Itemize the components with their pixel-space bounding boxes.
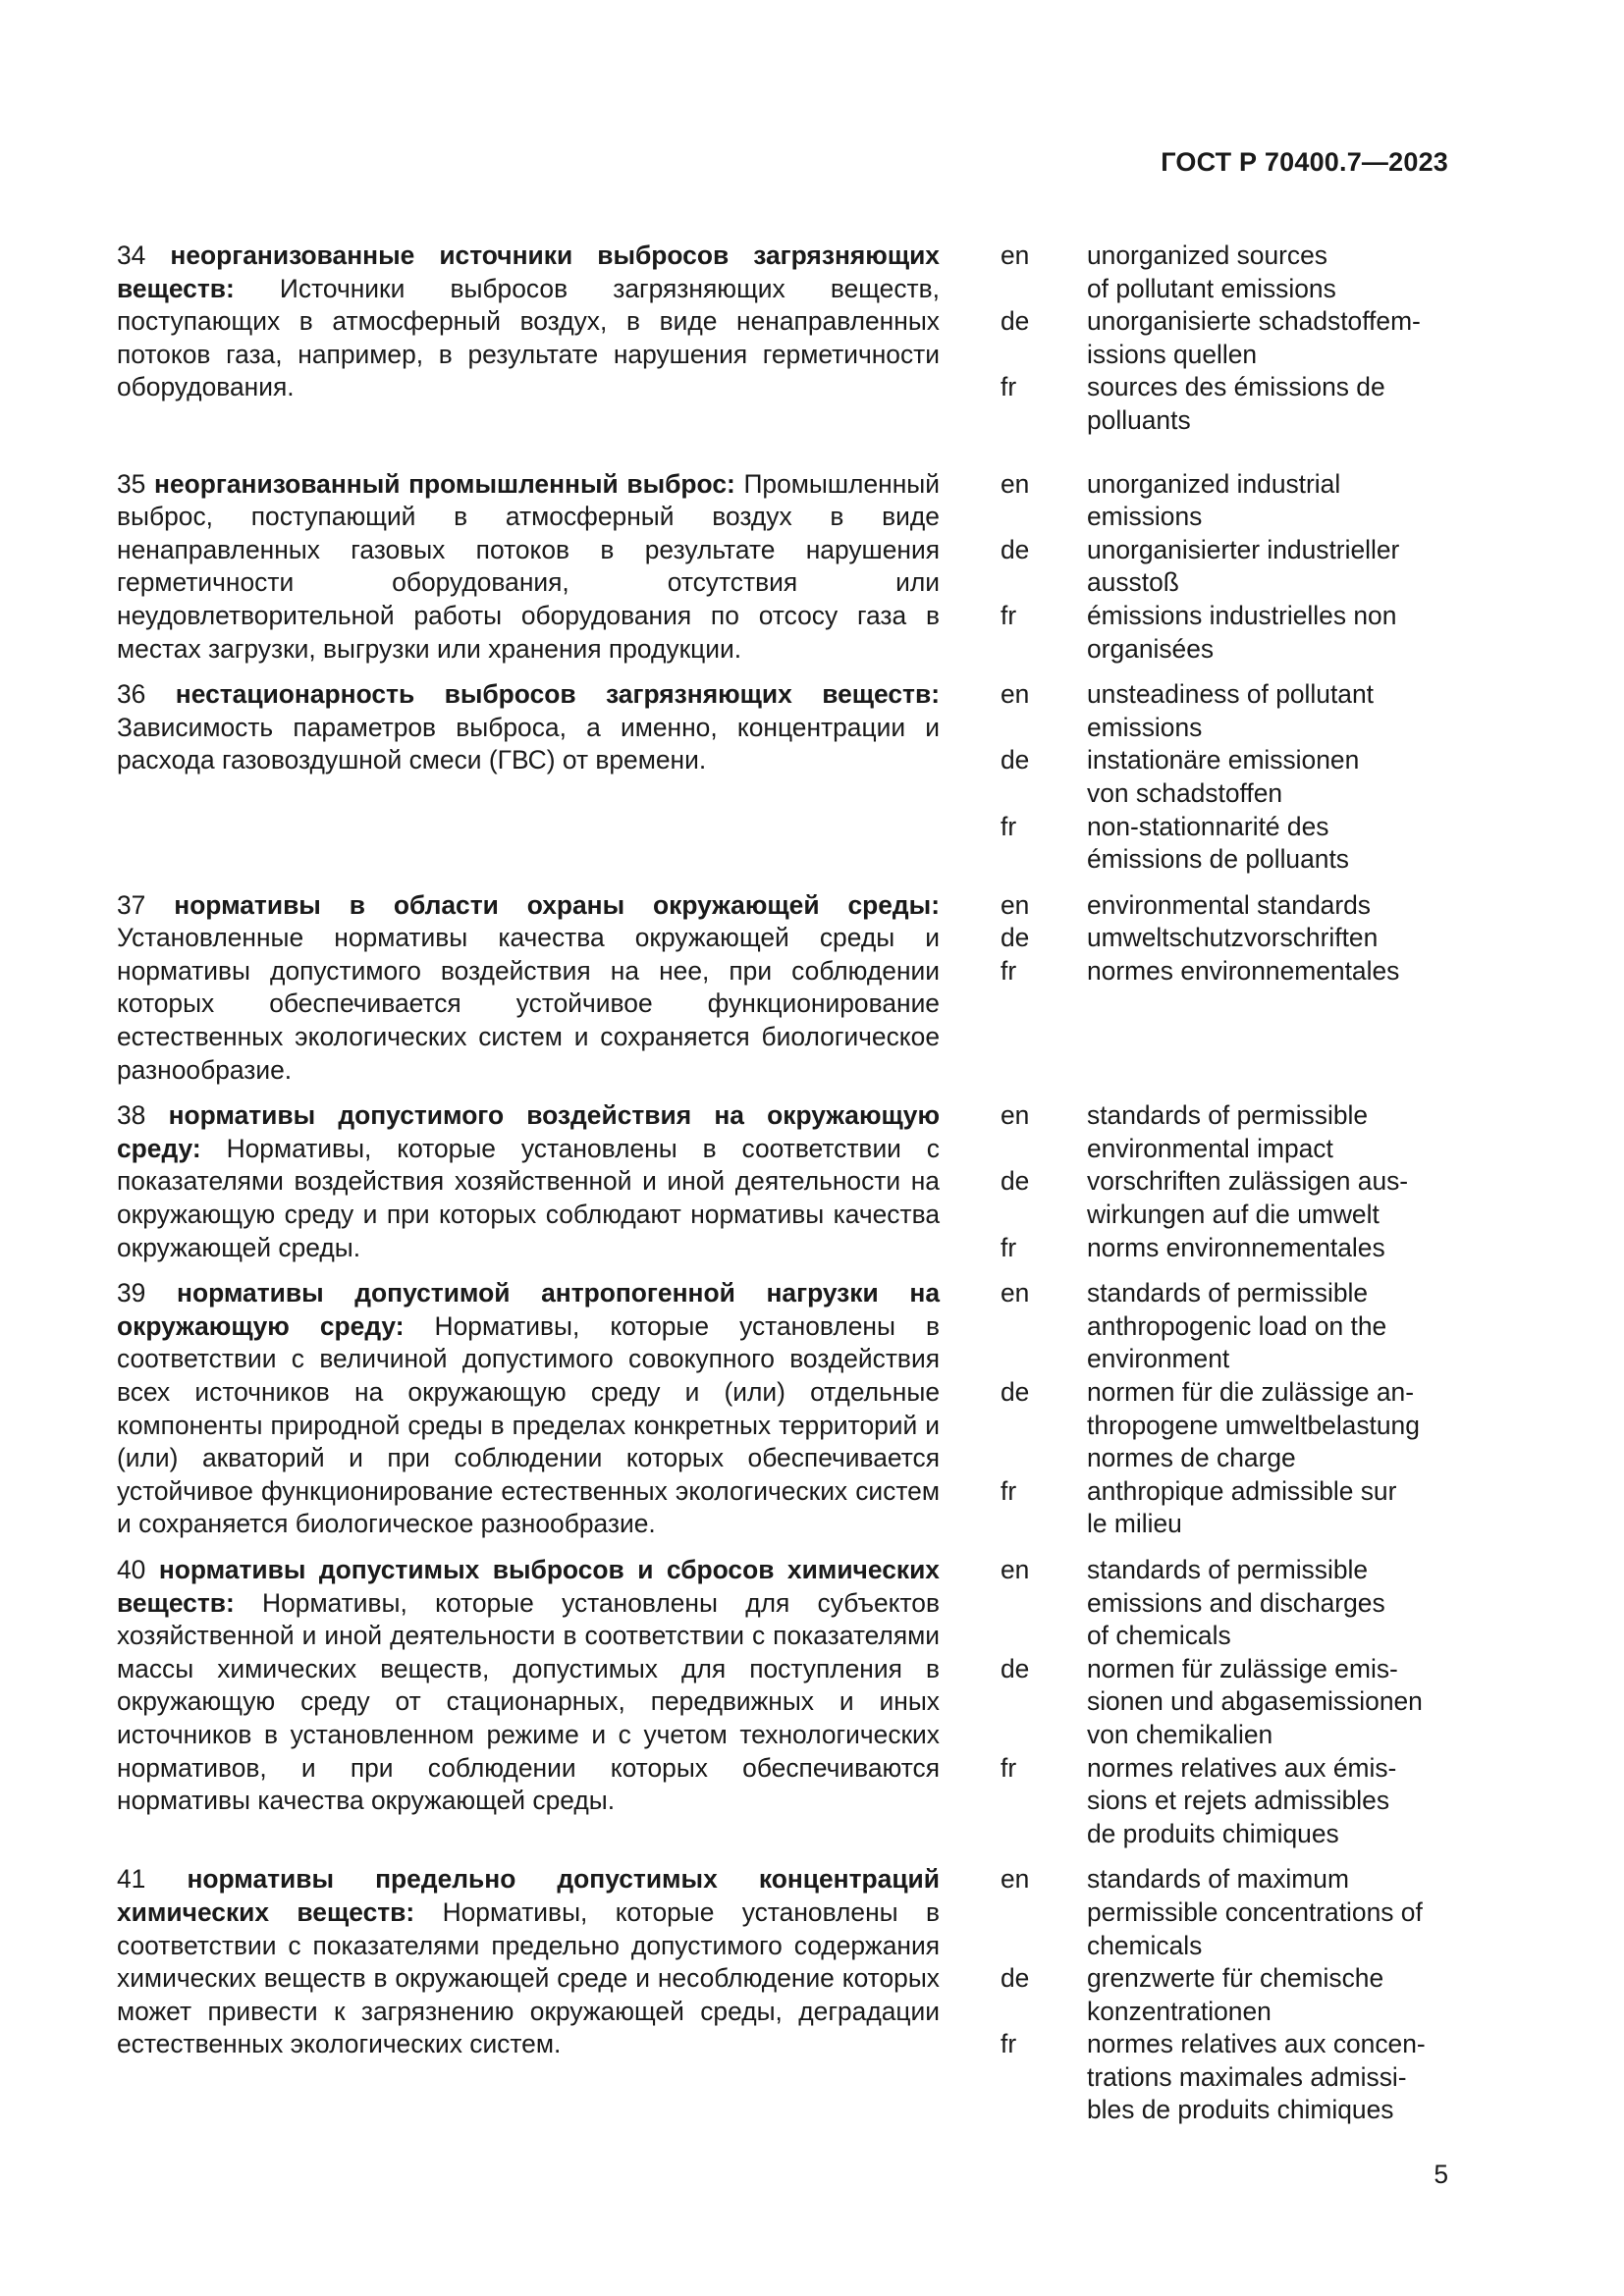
translation-row [1001, 1475, 1448, 1541]
translation-text: émissions industrielles non organisées [1087, 600, 1397, 664]
translation-row [1001, 1554, 1448, 1653]
translation-text: standards of permissible anthropogenic load on the environment [1087, 1278, 1387, 1374]
term-translations [1001, 889, 1448, 988]
term-name: нормативы допустимого воздействия на окружающую среду: [117, 1100, 940, 1163]
translation-row [1001, 1376, 1448, 1475]
term-name: нестационарность выбросов загрязняющих веществ: [175, 679, 940, 710]
term-number: 35 [117, 468, 146, 499]
translation-row [1001, 1962, 1448, 2028]
language-code: en [1001, 1864, 1030, 1895]
term-name: неорганизованный промышленный выброс: [154, 468, 735, 499]
translation-row [1001, 2028, 1448, 2127]
term-definition: Нормативы, которые установлены в соответствии с показателями воздействия хозяйственной и иной деятельности на окружающую среду и при которых соблюдают нормативы качества окружающей среды. [117, 1133, 940, 1262]
page-number: 5 [1434, 2160, 1448, 2189]
term-definition: Нормативы, которые установлены для субъектов хозяйственной и иной деятельности в соответствии с показателями массы химических веществ, допустимых для поступления в окружающую среду от стационарных, передвижных и иных источников в установленном режиме и с учетом технологических нормативов, и при соблюдении которых обеспечиваются нормативы качества окружающей среды. [117, 1587, 940, 1816]
translation-row [1001, 744, 1448, 810]
translation-text: normen für die zulässige an- thropogene umweltbelastung normes de charge [1087, 1377, 1420, 1473]
language-code: fr [1001, 1475, 1017, 1506]
translation-row [1001, 305, 1448, 371]
language-code: fr [1001, 2029, 1017, 2059]
term-entry-38 [117, 1099, 1448, 1264]
translation-text: environmental standards [1087, 889, 1371, 920]
term-translations [1001, 1277, 1448, 1541]
translation-row [1001, 1232, 1448, 1265]
translation-text: standards of maximum permissible concentrations of chemicals [1087, 1864, 1423, 1960]
term-number: 34 [117, 240, 146, 270]
term-definition-block [117, 678, 940, 777]
translation-text: normes relatives aux émis- sions et rejets admissibles de produits chimiques [1087, 1752, 1397, 1848]
term-definition: Промышленный выброс, поступающий в атмосферный воздух в виде ненаправленных газовых потоков в результате нарушения герметичности оборудования, отсутствия или неудовлетворительной работы оборудования по отсосу газа в местах загрузки, выгрузки или хранения продукции. [117, 468, 940, 664]
term-number: 36 [117, 679, 146, 710]
language-code: de [1001, 534, 1030, 564]
translation-text: non-stationnarité des émissions de polluants [1087, 811, 1349, 875]
translation-row [1001, 678, 1448, 744]
translation-row [1001, 468, 1448, 534]
language-code: en [1001, 240, 1030, 270]
document-standard-header: ГОСТ Р 70400.7—2023 [1161, 147, 1448, 177]
language-code: fr [1001, 955, 1017, 986]
term-entry-34 [117, 240, 1448, 438]
translation-text: normes environnementales [1087, 955, 1400, 986]
term-number: 39 [117, 1278, 146, 1308]
translation-row [1001, 534, 1448, 600]
language-code: de [1001, 1377, 1030, 1407]
term-translations [1001, 1863, 1448, 2127]
term-definition: Нормативы, которые установлены в соответствии с показателями предельно допустимого содержания химических веществ в окружающей среде и несоблюдение которых может привести к загрязнению окружающей среды, деградации естественных экологических систем. [117, 1896, 940, 2059]
term-translations [1001, 1554, 1448, 1850]
term-definition-block [117, 240, 940, 404]
translation-row [1001, 600, 1448, 666]
term-definition-block [117, 1277, 940, 1541]
translation-row [1001, 955, 1448, 988]
term-entry-35 [117, 468, 1448, 667]
translation-text: normen für zulässige emis- sionen und abgasemissionen von chemikalien [1087, 1653, 1423, 1749]
term-entry-37 [117, 889, 1448, 1088]
term-definition: Нормативы, которые установлены в соответствии с величиной допустимого совокупного воздействия всех источников на окружающую среду и (или) отдельные компоненты природной среды в пределах конкретных территорий и (или) акваторий и при соблюдении которых обеспечивается устойчивое функционирование естественных экологических систем и сохраняется биологическое разнообразие. [117, 1310, 940, 1539]
translation-row [1001, 1653, 1448, 1752]
term-definition: Зависимость параметров выброса, а именно, концентрации и расхода газовоздушной смеси (ГВС) от времени. [117, 712, 940, 775]
language-code: de [1001, 923, 1030, 953]
translation-text: unsteadiness of pollutant emissions [1087, 679, 1374, 742]
language-code: fr [1001, 372, 1017, 402]
translation-row [1001, 1165, 1448, 1231]
language-code: de [1001, 745, 1030, 775]
language-code: en [1001, 468, 1030, 499]
translation-text: anthropique admissible sur le milieu [1087, 1475, 1397, 1539]
language-code: de [1001, 1166, 1030, 1197]
translation-row [1001, 811, 1448, 877]
term-definition-block [117, 468, 940, 667]
term-definition-block [117, 889, 940, 1088]
translation-text: unorganized sources of pollutant emissions [1087, 240, 1336, 303]
term-name: нормативы в области охраны окружающей среды: [174, 889, 940, 920]
term-definition-block [117, 1099, 940, 1264]
term-name: нормативы допустимых выбросов и сбросов химических веществ: [117, 1554, 940, 1618]
translation-text: normes relatives aux concen- trations maximales admissi- bles de produits chimiques [1087, 2029, 1426, 2125]
translation-row [1001, 1277, 1448, 1376]
term-number: 40 [117, 1554, 146, 1584]
language-code: de [1001, 1963, 1030, 1994]
term-entry-41 [117, 1863, 1448, 2127]
translation-text: standards of permissible environmental impact [1087, 1100, 1369, 1163]
language-code: en [1001, 1100, 1030, 1131]
language-code: en [1001, 1278, 1030, 1308]
language-code: fr [1001, 1752, 1017, 1783]
term-entry-36 [117, 678, 1448, 877]
language-code: en [1001, 889, 1030, 920]
term-definition-block [117, 1863, 940, 2061]
translation-text: standards of permissible emissions and discharges of chemicals [1087, 1554, 1385, 1651]
translation-text: unorganisierte schadstoffem- issions quellen [1087, 306, 1421, 369]
language-code: de [1001, 306, 1030, 337]
term-name: нормативы допустимой антропогенной нагрузки на окружающую среду: [117, 1278, 940, 1341]
term-number: 41 [117, 1864, 146, 1895]
translation-row [1001, 1752, 1448, 1851]
term-definition: Установленные нормативы качества окружающей среды и нормативы допустимого воздействия на нее, при соблюдении которых обеспечивается устойчивое функционирование естественных экологических систем и сохраняется биологическое разнообразие. [117, 923, 940, 1085]
translation-text: unorganized industrial emissions [1087, 468, 1341, 532]
language-code: fr [1001, 1232, 1017, 1262]
translation-text: sources des émissions de polluants [1087, 372, 1385, 435]
translation-text: grenzwerte für chemische konzentrationen [1087, 1963, 1384, 2026]
language-code: de [1001, 1653, 1030, 1683]
translation-text: norms environnementales [1087, 1232, 1385, 1262]
translation-text: instationäre emissionen von schadstoffen [1087, 745, 1360, 808]
translation-row [1001, 889, 1448, 923]
term-definition-block [117, 1554, 940, 1818]
language-code: en [1001, 679, 1030, 710]
translation-row [1001, 1099, 1448, 1165]
language-code: en [1001, 1554, 1030, 1584]
term-entry-40 [117, 1554, 1448, 1850]
term-name: неорганизованные источники выбросов загрязняющих веществ: [117, 240, 940, 303]
term-number: 38 [117, 1100, 146, 1131]
translation-row [1001, 922, 1448, 955]
term-definition: Источники выбросов загрязняющих веществ, поступающих в атмосферный воздух, в виде ненаправленных потоков газа, например, в результате нарушения герметичности оборудования. [117, 273, 940, 402]
translation-row [1001, 240, 1448, 305]
translation-text: umweltschutzvorschriften [1087, 923, 1379, 953]
term-translations [1001, 678, 1448, 877]
translation-text: unorganisierter industrieller ausstoß [1087, 534, 1400, 598]
translation-text: vorschriften zulässigen aus- wirkungen auf die umwelt [1087, 1166, 1409, 1230]
translation-row [1001, 1863, 1448, 1962]
language-code: fr [1001, 811, 1017, 841]
term-translations [1001, 468, 1448, 667]
term-translations [1001, 1099, 1448, 1264]
terms-list [117, 240, 1448, 2127]
term-name: нормативы предельно допустимых концентраций химических веществ: [117, 1864, 940, 1927]
language-code: fr [1001, 600, 1017, 630]
term-translations [1001, 240, 1448, 438]
term-number: 37 [117, 889, 146, 920]
term-entry-39 [117, 1277, 1448, 1541]
translation-row [1001, 371, 1448, 437]
